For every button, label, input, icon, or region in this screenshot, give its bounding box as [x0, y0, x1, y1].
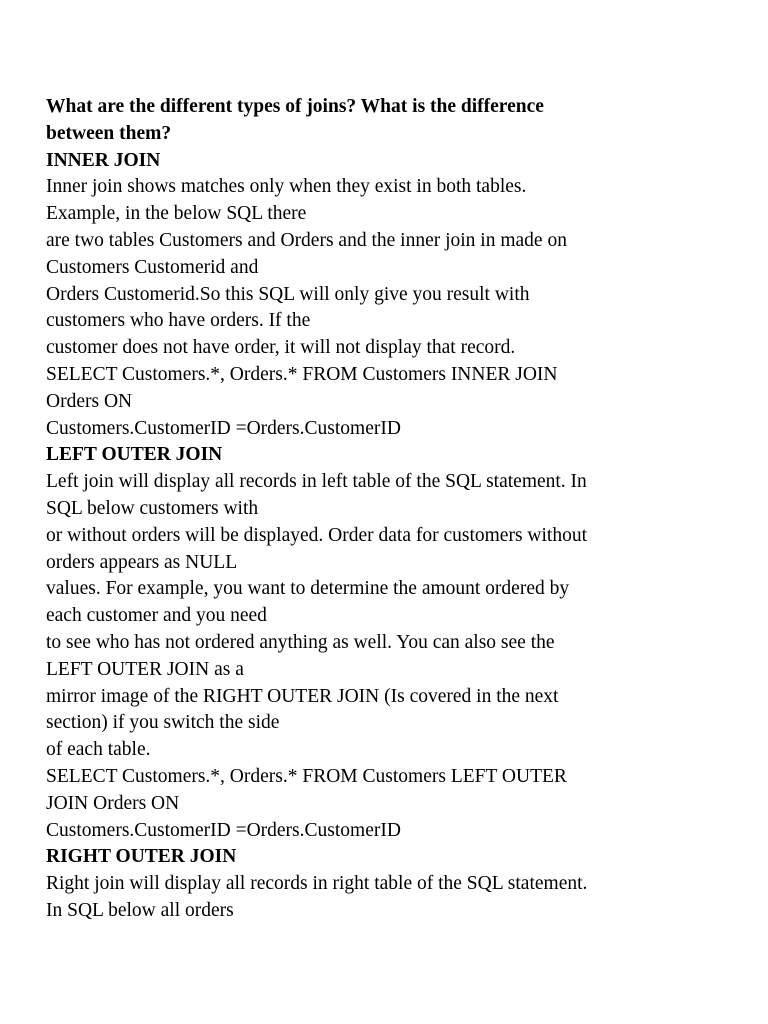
body-text-line: section) if you switch the side — [46, 712, 280, 734]
body-text-line: Right join will display all records in right table of the SQL statement. — [46, 873, 588, 895]
body-text-line: of each table. — [46, 739, 151, 761]
body-text-line: orders appears as NULL — [46, 551, 238, 573]
body-text-line: Left join will display all records in left table of the SQL statement. In — [46, 471, 587, 493]
sql-code-line: Orders ON — [46, 390, 133, 412]
body-text-line: Example, in the below SQL there — [46, 203, 307, 225]
body-text-line: LEFT OUTER JOIN as a — [46, 658, 244, 680]
body-text-line: Customers Customerid and — [46, 256, 259, 278]
body-text-line: customer does not have order, it will not display that record. — [46, 337, 516, 359]
sql-code-line: SELECT Customers.*, Orders.* FROM Customers INNER JOIN — [46, 363, 558, 385]
sql-code-line: JOIN Orders ON — [46, 792, 180, 814]
sql-code-line: Customers.CustomerID =Orders.CustomerID — [46, 819, 401, 841]
sql-code-line: Customers.CustomerID =Orders.CustomerID — [46, 417, 401, 439]
body-text-line: customers who have orders. If the — [46, 310, 311, 332]
body-text-line: Orders Customerid.So this SQL will only give you result with — [46, 283, 530, 305]
body-text-line: are two tables Customers and Orders and the inner join in made on — [46, 229, 567, 251]
question-heading-line-1: What are the different types of joins? What is the difference — [46, 96, 544, 117]
body-text-line: each customer and you need — [46, 605, 267, 627]
document-page — [46, 94, 746, 925]
body-text-line: to see who has not ordered anything as well. You can also see the — [46, 631, 555, 653]
body-text-line: values. For example, you want to determine the amount ordered by — [46, 578, 570, 600]
section-heading-right-outer-join: RIGHT OUTER JOIN — [46, 846, 237, 868]
question-heading-line-2: between them? — [46, 122, 172, 144]
body-text-line: Inner join shows matches only when they exist in both tables. — [46, 176, 527, 198]
body-text-line: or without orders will be displayed. Order data for customers without — [46, 524, 588, 546]
body-text-line: In SQL below all orders — [46, 899, 234, 921]
sql-code-line: SELECT Customers.*, Orders.* FROM Customers LEFT OUTER — [46, 765, 567, 787]
body-text-line: SQL below customers with — [46, 497, 259, 519]
section-heading-left-outer-join: LEFT OUTER JOIN — [46, 444, 223, 466]
body-text-line: mirror image of the RIGHT OUTER JOIN (Is covered in the next — [46, 685, 559, 707]
section-heading-inner-join: INNER JOIN — [46, 149, 161, 171]
